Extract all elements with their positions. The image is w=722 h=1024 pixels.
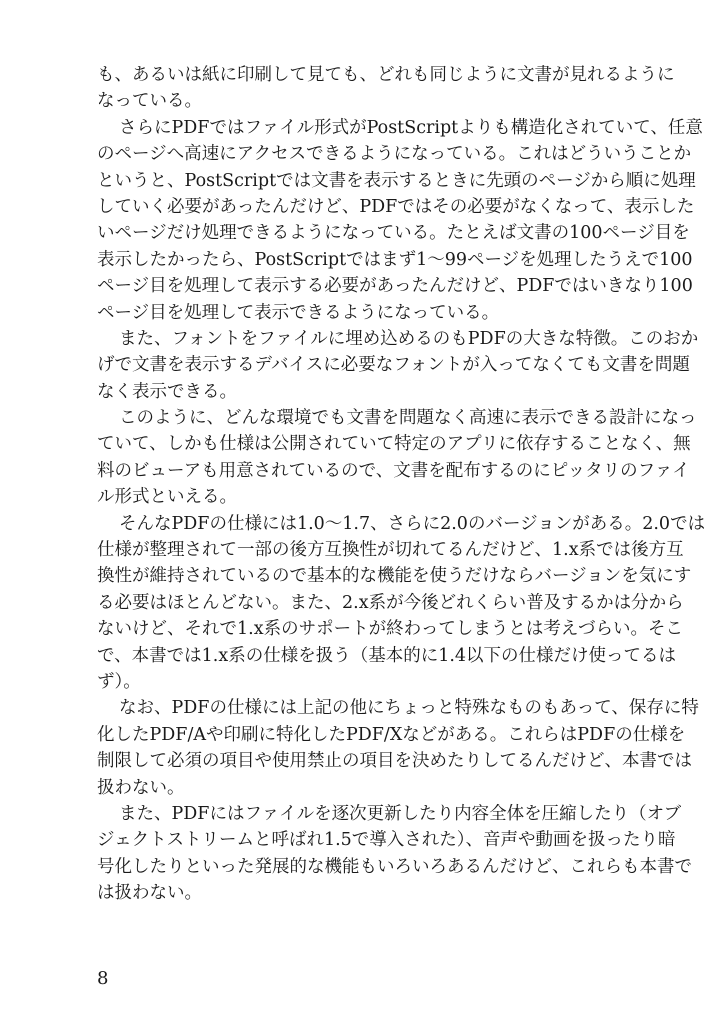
paragraph	[97, 695, 699, 801]
text-line: ページ目を処理して表示する必要があったんだけど、PDFではいきなり100	[97, 276, 693, 297]
text-line: なお、PDFの仕様には上記の他にちょっと特殊なものもあって、保存に特	[119, 698, 699, 719]
text-line: る必要はほとんどない。また、2.x系が今後どれくらい普及するかは分から	[97, 592, 684, 613]
text-line: のページへ高速にアクセスできるようになっている。これはどういうことか	[97, 144, 692, 165]
text-line: また、PDFにはファイルを逐次更新したり内容全体を圧縮したり（オブ	[119, 803, 682, 824]
text-line: 換性が維持されているので基本的な機能を使うだけならバージョンを気にす	[97, 566, 692, 587]
text-line: ないけど、それで1.x系のサポートが終わってしまうとは考えづらい。そこ	[97, 619, 684, 640]
paragraph	[97, 801, 692, 907]
text-line: ていて、しかも仕様は公開されていて特定のアプリに依存することなく、無	[97, 434, 691, 455]
paragraph	[97, 115, 703, 326]
text-line: で、本書では1.x系の仕様を扱う（基本的に1.4以下の仕様だけ使ってるは	[97, 645, 677, 666]
text-line: ず）。	[97, 671, 141, 692]
paragraph	[97, 326, 699, 405]
text-line: さらにPDFではファイル形式がPostScriptよりも構造化されていて、任意	[119, 117, 703, 138]
text-line: も、あるいは紙に印刷して見ても、どれも同じように文書が見れるように	[97, 65, 675, 85]
paragraph	[97, 62, 675, 115]
text-line: は扱わない。	[97, 883, 202, 904]
text-line: ル形式といえる。	[97, 487, 237, 508]
text-line: げで文書を表示するデバイスに必要なフォントが入ってなくても文書を問題	[97, 355, 690, 376]
text-line: そんなPDFの仕様には1.0〜1.7、さらに2.0のバージョンがある。2.0では	[119, 513, 706, 534]
paragraph	[97, 405, 697, 511]
text-line: ページ目を処理して表示できるようになっている。	[97, 302, 500, 323]
text-line: 料のビューアも用意されているので、文書を配布するのにピッタリのファイ	[97, 460, 690, 481]
paragraph	[97, 511, 706, 696]
page-number: 8	[97, 968, 109, 989]
text-line: また、フォントをファイルに埋め込めるのもPDFの大きな特徴。このおか	[119, 328, 699, 349]
text-line: 化したPDF/Aや印刷に特化したPDF/Xなどがある。これらはPDFの仕様を	[97, 724, 686, 745]
text-line: というと、PostScriptでは文書を表示するときに先頭のページから順に処理	[97, 170, 696, 191]
text-line: 制限して必須の項目や使用禁止の項目を決めたりしてるんだけど、本書では	[97, 751, 692, 772]
text-line: このように、どんな環境でも文書を問題なく高速に表示できる設計になっ	[119, 408, 697, 429]
text-line: していく必要があったんだけど、PDFではその必要がなくなって、表示した	[97, 196, 695, 217]
text-line: いページだけ処理できるようになっている。たとえば文書の100ページ目を	[97, 223, 690, 244]
text-line: ジェクトストリームと呼ばれ1.5で導入された）、音声や動画を扱ったり暗	[97, 830, 676, 851]
text-line: なく表示できる。	[97, 381, 237, 402]
text-line: なっている。	[97, 91, 202, 112]
text-line: 扱わない。	[97, 777, 185, 798]
body-text	[97, 62, 706, 907]
text-line: 表示したかったら、PostScriptではまず1〜99ページを処理したうえで100	[97, 249, 693, 270]
text-line: 仕様が整理されて一部の後方互換性が切れてるんだけど、1.x系では後方互	[97, 540, 684, 561]
text-line: 号化したりといった発展的な機能もいろいろあるんだけど、これらも本書で	[97, 856, 692, 877]
